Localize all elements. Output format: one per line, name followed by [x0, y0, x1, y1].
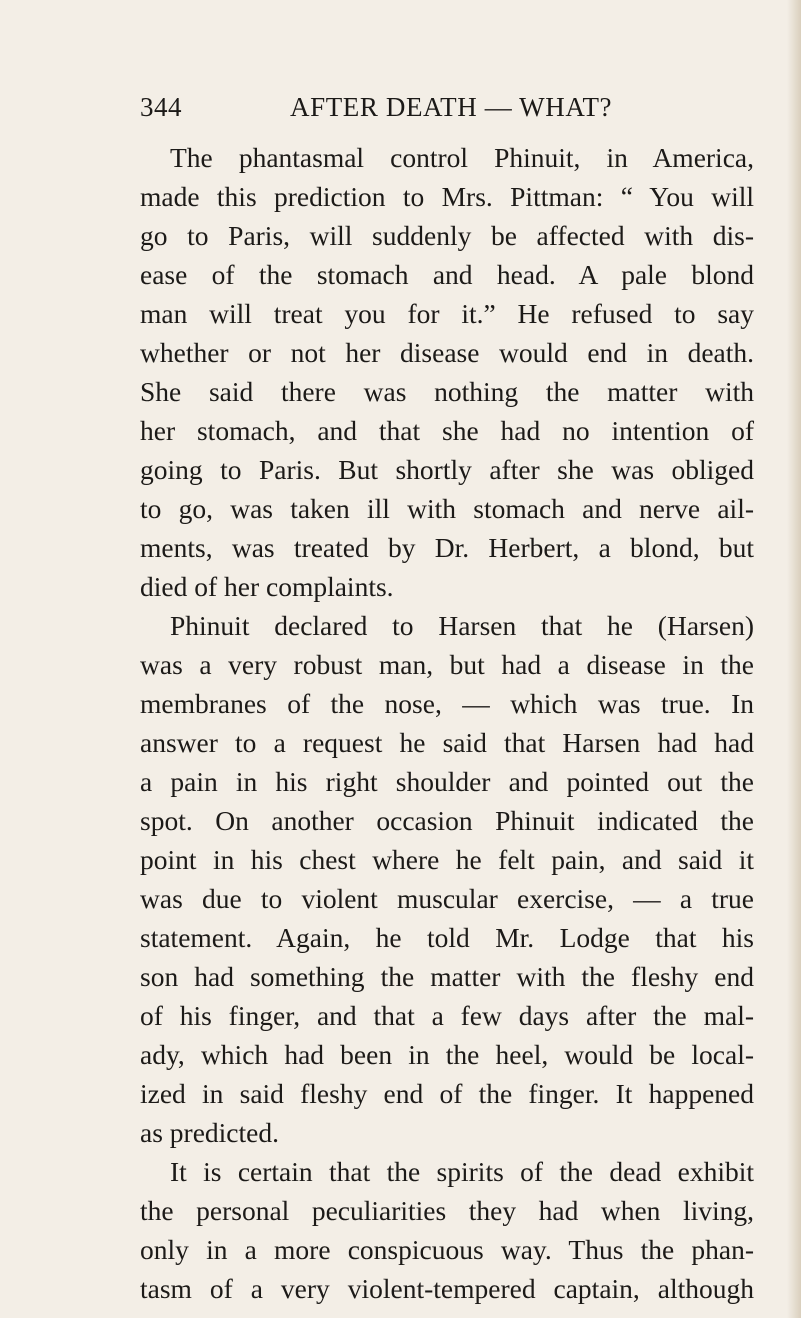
- text-line: The phantasmal control Phinuit, in America,: [170, 142, 754, 173]
- text-line: was due to violent muscular exercise, — a true: [140, 883, 754, 914]
- text-line: only in a more conspicuous way. Thus the phan-: [140, 1234, 754, 1265]
- page-edge-shadow: [787, 0, 801, 1318]
- text-line: point in his chest where he felt pain, and said it: [140, 844, 754, 875]
- text-line: died of her complaints.: [140, 571, 394, 602]
- text-line: She said there was nothing the matter with: [140, 376, 754, 407]
- text-line: man will treat you for it.” He refused to say: [140, 298, 754, 329]
- text-line: made this prediction to Mrs. Pittman: “ You will: [140, 181, 754, 212]
- text-line: spot. On another occasion Phinuit indicated the: [140, 805, 754, 836]
- text-line: her stomach, and that she had no intention of: [140, 415, 754, 446]
- text-line: membranes of the nose, — which was true. In: [140, 688, 754, 719]
- book-page: [140, 92, 754, 1308]
- text-line: to go, was taken ill with stomach and nerve ail-: [140, 493, 754, 524]
- text-line: tasm of a very violent-tempered captain, although: [140, 1273, 754, 1304]
- text-line: answer to a request he said that Harsen had had: [140, 727, 754, 758]
- text-line: ments, was treated by Dr. Herbert, a blond, but: [140, 532, 754, 563]
- text-line: whether or not her disease would end in death.: [140, 337, 754, 368]
- text-line: statement. Again, he told Mr. Lodge that his: [140, 922, 754, 953]
- text-line: It is certain that the spirits of the dead exhibit: [170, 1156, 754, 1187]
- text-line: ady, which had been in the heel, would be local-: [140, 1039, 754, 1070]
- text-line: going to Paris. But shortly after she was obliged: [140, 454, 754, 485]
- running-title: AFTER DEATH — WHAT?: [290, 92, 613, 122]
- text-line: son had something the matter with the fleshy end: [140, 961, 754, 992]
- text-line: ized in said fleshy end of the finger. It happened: [140, 1078, 754, 1109]
- body-text: [140, 138, 754, 1308]
- text-line: was a very robust man, but had a disease in the: [140, 649, 754, 680]
- text-line: Phinuit declared to Harsen that he (Harsen): [170, 610, 754, 641]
- text-line: ease of the stomach and head. A pale blond: [140, 259, 754, 290]
- page-number: 344: [140, 92, 182, 122]
- text-line: of his finger, and that a few days after the mal-: [140, 1000, 754, 1031]
- running-header: [140, 92, 754, 132]
- text-line: the personal peculiarities they had when living,: [140, 1195, 754, 1226]
- text-line: a pain in his right shoulder and pointed out the: [140, 766, 754, 797]
- text-line: as predicted.: [140, 1117, 279, 1148]
- text-line: go to Paris, will suddenly be affected with dis-: [140, 220, 754, 251]
